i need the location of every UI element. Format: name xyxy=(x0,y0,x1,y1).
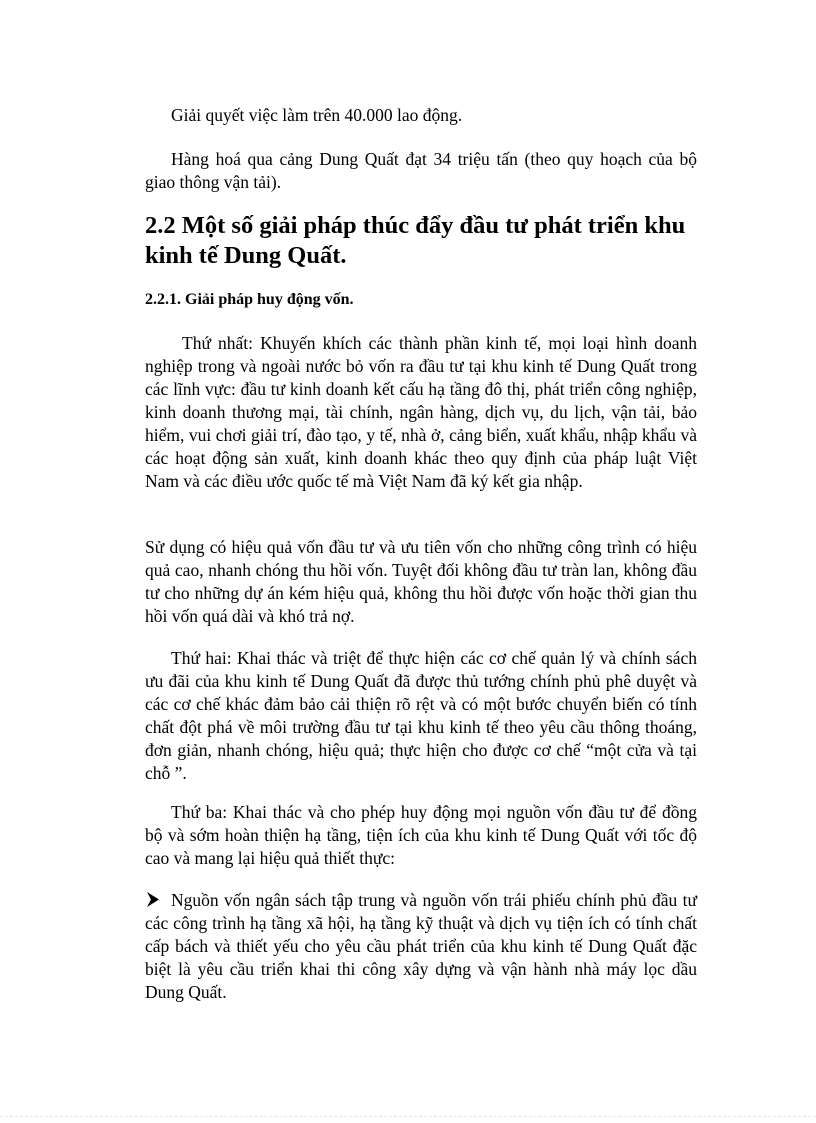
paragraph-first-solution: Thứ nhất: Khuyến khích các thành phần kinh tế, mọi loại hình doanh nghiệp trong và ngoài nước bỏ vốn ra đầu tư tại khu kinh tế Dung Quất trong các lĩnh vực: đầu tư kinh doanh kết cấu hạ tầng đô thị, phát triển công nghiệp, kinh doanh thương mại, tài chính, ngân hàng, dịch vụ, du lịch, vận tải, bảo hiểm, vui chơi giải trí, đào tạo, y tế, nhà ở, cảng biển, xuất khẩu, nhập khẩu và các hoạt động sản xuất, kinh doanh khác theo quy định của pháp luật Việt Nam và các điều ước quốc tế mà Việt Nam đã ký kết gia nhập. xyxy=(145,333,697,491)
arrowhead-bullet-icon xyxy=(146,891,160,908)
page-bottom-divider xyxy=(0,1116,816,1117)
paragraph-cargo: Hàng hoá qua cảng Dung Quất đạt 34 triệu tấn (theo quy hoạch của bộ giao thông vận tải). xyxy=(145,149,697,192)
paragraph-second-solution: Thứ hai: Khai thác và triệt để thực hiện các cơ chế quản lý và chính sách ưu đãi của khu kinh tế Dung Quất đã được thủ tướng chính phủ phê duyệt và các cơ chế khác đảm bảo cải thiện rõ rệt và có một bước chuyển biến có tính chất đột phá về môi trường đầu tư tại khu kinh tế theo yêu cầu thông thoáng, đơn giản, nhanh chóng, hiệu quả; thực hiện cho được cơ chế “một cửa và tại chỗ ”. xyxy=(145,648,697,783)
bullet-text-budget-sources: Nguồn vốn ngân sách tập trung và nguồn vốn trái phiếu chính phủ đầu tư các công trình hạ tầng xã hội, hạ tầng kỹ thuật và dịch vụ tiện ích có tính chất cấp bách và thiết yếu cho yêu cầu phát triển của khu kinh tế Dung Quất đặc biệt là yêu cầu triển khai thi công xây dựng và vận hành nhà máy lọc dầu Dung Quất. xyxy=(145,890,697,1002)
paragraph-jobs: Giải quyết việc làm trên 40.000 lao động. xyxy=(171,105,463,125)
bullet-list-item xyxy=(145,889,697,1004)
section-heading-2-2: 2.2 Một số giải pháp thúc đẩy đầu tư phát triển khu kinh tế Dung Quất. xyxy=(145,212,686,269)
paragraph-third-solution: Thứ ba: Khai thác và cho phép huy động mọi nguồn vốn đầu tư để đồng bộ và sớm hoàn thiện hạ tầng, tiện ích của khu kinh tế Dung Quất với tốc độ cao và mang lại hiệu quả thiết thực: xyxy=(145,802,697,868)
paragraph-efficient-capital: Sử dụng có hiệu quả vốn đầu tư và ưu tiên vốn cho những công trình có hiệu quả cao, nhanh chóng thu hồi vốn. Tuyệt đối không đầu tư tràn lan, không đầu tư cho những dự án kém hiệu quả, không thu hồi được vốn hoặc thời gian thu hồi vốn quá dài và khó trả nợ. xyxy=(145,537,697,626)
subsection-heading-2-2-1: 2.2.1. Giải pháp huy động vốn. xyxy=(145,291,354,308)
